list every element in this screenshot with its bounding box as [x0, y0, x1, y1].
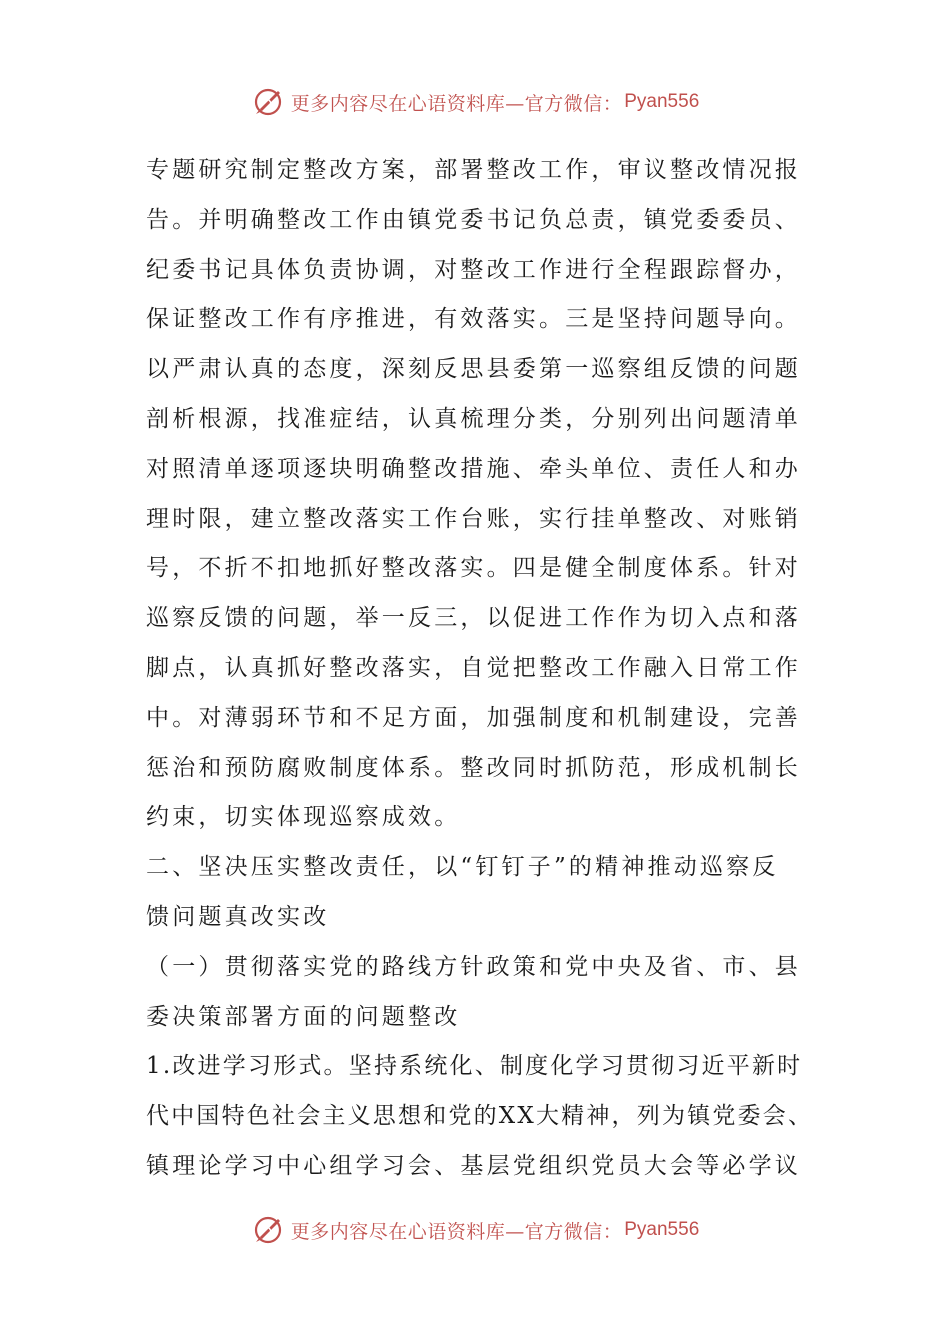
text-line: 1.改进学习形式。坚持系统化、制度化学习贯彻习近平新时: [146, 1053, 803, 1080]
text-line: 保证整改工作有序推进，有效落实。三是坚持问题导向。: [146, 306, 801, 333]
footer-watermark: [0, 1210, 950, 1250]
text-line: 对照清单逐项逐块明确整改措施、牵头单位、责任人和办: [146, 455, 801, 482]
watermark-text: 更多内容尽在心语资料库—官方微信：: [290, 1220, 623, 1243]
text-line: 号，不折不扣地抓好整改落实。四是健全制度体系。针对: [146, 555, 801, 582]
watermark-wechat-id: Pyan556: [624, 1219, 700, 1240]
text-line: 以严肃认真的态度，深刻反思县委第一巡察组反馈的问题: [146, 356, 801, 383]
text-line: 理时限，建立整改落实工作台账，实行挂单整改、对账销: [146, 505, 801, 532]
text-line: 巡察反馈的问题，举一反三，以促进工作作为切入点和落: [146, 605, 801, 632]
subsection-heading-line: （一）贯彻落实党的路线方针政策和党中央及省、市、县: [146, 953, 801, 980]
subsection-heading-line: 委决策部署方面的问题整改: [146, 1003, 461, 1030]
text-line: 约束，切实体现巡察成效。: [146, 804, 461, 831]
quill-seal-icon: [251, 85, 285, 119]
text-line: 代中国特色社会主义思想和党的XX大精神，列为镇党委会、: [146, 1103, 814, 1130]
text-line: 剖析根源，找准症结，认真梳理分类，分别列出问题清单: [146, 405, 801, 432]
document-body: [146, 146, 826, 1192]
quill-seal-icon: [251, 1213, 285, 1247]
text-line: 专题研究制定整改方案，部署整改工作，审议整改情况报: [146, 157, 801, 183]
watermark-text: 更多内容尽在心语资料库—官方微信：: [290, 92, 623, 115]
header-watermark: [0, 82, 950, 122]
text-line: 脚点，认真抓好整改落实，自觉把整改工作融入日常工作: [146, 654, 801, 681]
section-heading-line: 二、坚决压实整改责任，以“钉钉子”的精神推动巡察反: [146, 854, 779, 881]
watermark-wechat-id: Pyan556: [624, 91, 700, 112]
text-line: 告。并明确整改工作由镇党委书记负总责，镇党委委员、: [146, 206, 801, 233]
text-line: 惩治和预防腐败制度体系。整改同时抓防范，形成机制长: [146, 754, 801, 781]
text-line: 镇理论学习中心组学习会、基层党组织党员大会等必学议: [146, 1152, 801, 1179]
text-line: 中。对薄弱环节和不足方面，加强制度和机制建设，完善: [146, 704, 801, 731]
text-line: 纪委书记具体负责协调，对整改工作进行全程跟踪督办，: [146, 256, 801, 283]
section-heading-line: 馈问题真改实改: [146, 903, 330, 930]
